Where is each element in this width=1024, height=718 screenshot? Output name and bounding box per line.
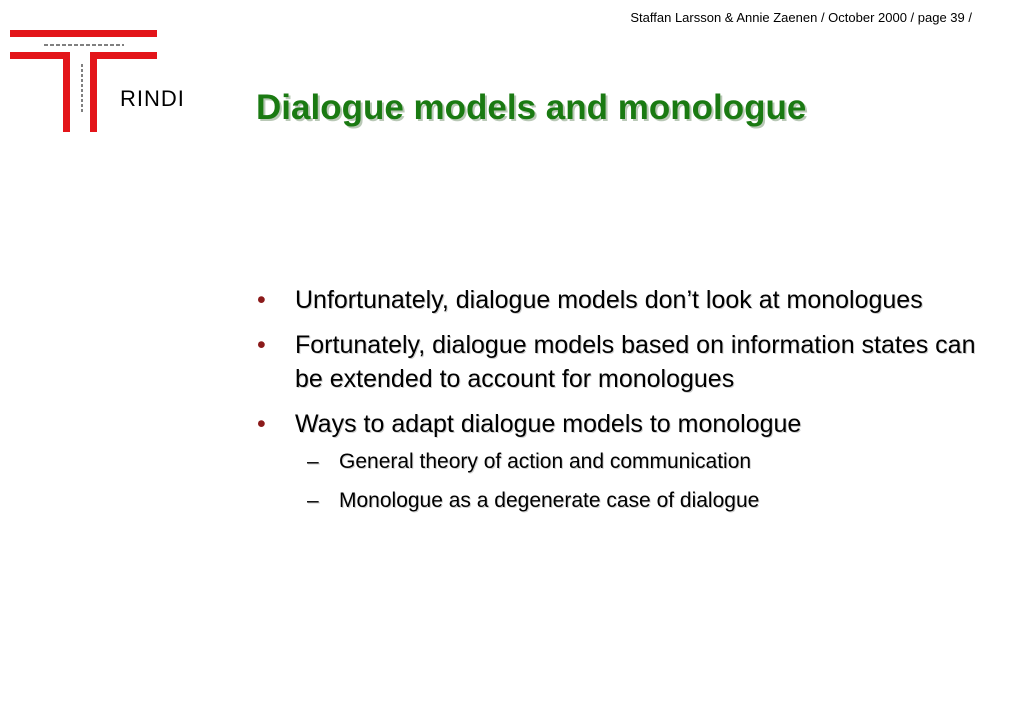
bullet-item [255,283,995,317]
bullet-text: Ways to adapt dialogue models to monologue [295,410,802,438]
page-credit: Staffan Larsson & Annie Zaenen / October 2000 / page 39 / [630,10,972,25]
bullet-item [255,407,995,441]
logo-text: RINDI [120,86,185,111]
trindi-logo [8,28,208,138]
bullet-list [255,283,995,525]
sub-bullet-list [255,447,995,516]
bullet-item [255,328,995,396]
sub-bullet-item [255,447,995,477]
trindi-logo-mark [8,28,208,138]
bullet-dot-icon: • [257,286,266,314]
bullet-text: Fortunately, dialogue models based on information states can be extended to account for monologues [295,331,976,393]
bullet-dot-icon: • [257,410,266,438]
bullet-text: Unfortunately, dialogue models don’t look at monologues [295,286,923,314]
sub-bullet-item [255,486,995,516]
sub-bullet-dash-icon: – [307,489,319,512]
sub-bullet-dash-icon: – [307,450,319,473]
sub-bullet-text: General theory of action and communication [339,450,752,473]
sub-bullet-text: Monologue as a degenerate case of dialogue [339,489,760,512]
bullet-dot-icon: • [257,331,266,359]
slide-title: Dialogue models and monologue [256,88,807,127]
